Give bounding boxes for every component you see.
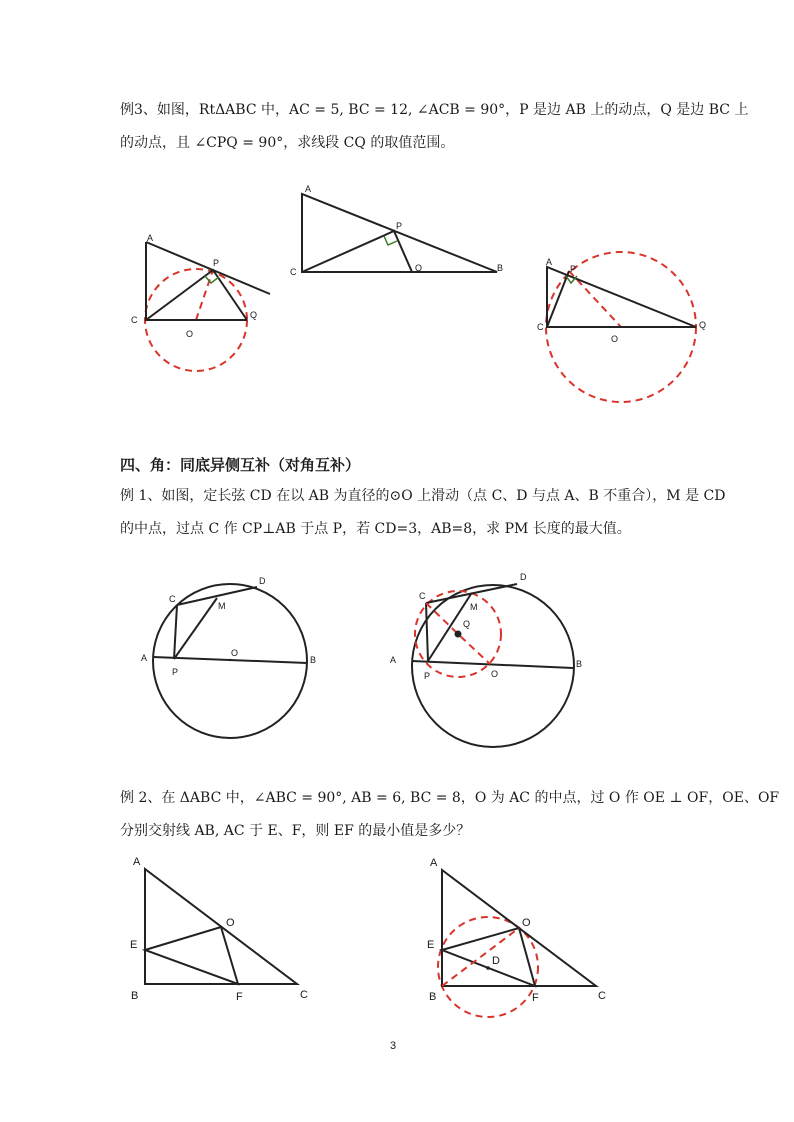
ex4-2-right-label-o: O [522, 917, 531, 929]
ex4-2-left-label-o: O [226, 917, 235, 929]
section-4-heading: 四、角：同底异侧互补（对角互补） [120, 456, 361, 474]
ex3-middle-label-b: B [497, 263, 504, 273]
ex4-2-right-triangle-eof [442, 928, 535, 986]
ex4-2-right-dashed-bo [442, 928, 519, 986]
ex4-1-right-label-a: A [390, 655, 397, 665]
ex3-left-label-p: P [213, 258, 220, 268]
ex4-2-line-2: 分别交射线 AB, AC 于 E、F，则 EF 的最小值是多少？ [120, 823, 471, 839]
ex4-1-right-label-q: Q [463, 619, 471, 629]
ex3-right-label-c: C [537, 322, 544, 332]
page-number: 3 [390, 1040, 397, 1052]
ex4-2-left-label-e: E [130, 939, 138, 951]
ex3-right-label-p: P [570, 264, 577, 274]
ex4-2-right-center-d [486, 966, 490, 970]
ex4-1-left-label-o: O [231, 648, 239, 658]
ex4-2-figure-left [130, 856, 308, 1003]
ex4-1-left-label-p: P [172, 667, 179, 677]
ex3-right-label-a: A [546, 257, 553, 267]
ex3-left-label-q: Q [250, 310, 258, 320]
ex4-1-right-label-b: B [576, 659, 583, 669]
ex4-1-right-label-o: O [491, 669, 499, 679]
ex4-1-right-label-d: D [520, 572, 527, 582]
ex4-2-left-label-c: C [300, 989, 308, 1001]
ex3-right-label-o: O [611, 334, 619, 344]
ex3-line-2: 的动点，且 ∠CPQ = 90°，求线段 CQ 的取值范围。 [120, 135, 455, 151]
ex4-2-left-label-a: A [133, 856, 141, 868]
ex3-left-label-o: O [186, 329, 194, 339]
ex4-2-left-label-b: B [131, 990, 139, 1002]
ex3-line-1: 例3、如图，RtΔABC 中，AC = 5, BC = 12, ∠ACB = 90°，P 是边 AB 上的动点，Q 是边 BC 上 [120, 102, 749, 118]
ex4-1-right-label-m: M [470, 602, 478, 612]
ex3-left-label-a: A [147, 233, 154, 243]
ex4-1-line-1: 例 1、如图，定长弦 CD 在以 AB 为直径的⊙O 上滑动（点 C、D 与点 A、B 不重合），M 是 CD [120, 488, 726, 504]
ex3-middle-label-q: Q [415, 263, 423, 273]
ex4-1-right-label-p: P [424, 671, 431, 681]
ex4-2-left-triangle-eof [145, 927, 238, 984]
ex4-2-line-1: 例 2、在 ΔABC 中，∠ABC = 90°, AB = 6, BC = 8，O 为 AC 的中点，过 O 作 OE ⊥ OF，OE、OF [120, 790, 780, 806]
ex3-middle-label-a: A [305, 184, 312, 194]
ex4-1-left-label-a: A [141, 653, 148, 663]
ex4-2-right-label-e: E [427, 939, 435, 951]
ex4-2-left-label-f: F [236, 991, 243, 1003]
ex3-left-label-c: C [131, 315, 138, 325]
ex4-1-line-2: 的中点，过点 C 作 CP⊥AB 于点 P，若 CD=3，AB=8，求 PM 长度的最大值。 [120, 521, 631, 537]
ex4-2-right-label-d: D [492, 955, 500, 967]
ex4-1-left-label-m: M [218, 601, 226, 611]
ex4-2-figure-right [427, 857, 606, 1017]
ex3-middle-label-c: C [290, 267, 297, 277]
ex4-1-right-label-c: C [419, 591, 426, 601]
ex4-2-right-label-c: C [598, 990, 606, 1002]
ex4-1-left-label-c: C [169, 594, 176, 604]
ex4-1-left-label-d: D [259, 576, 266, 586]
ex4-2-right-label-a: A [430, 857, 438, 869]
ex4-1-left-label-b: B [310, 655, 317, 665]
ex3-middle-label-p: P [396, 221, 403, 231]
ex4-2-right-label-b: B [429, 991, 437, 1003]
ex3-right-label-q: Q [699, 320, 707, 330]
ex4-2-right-label-f: F [532, 992, 539, 1004]
